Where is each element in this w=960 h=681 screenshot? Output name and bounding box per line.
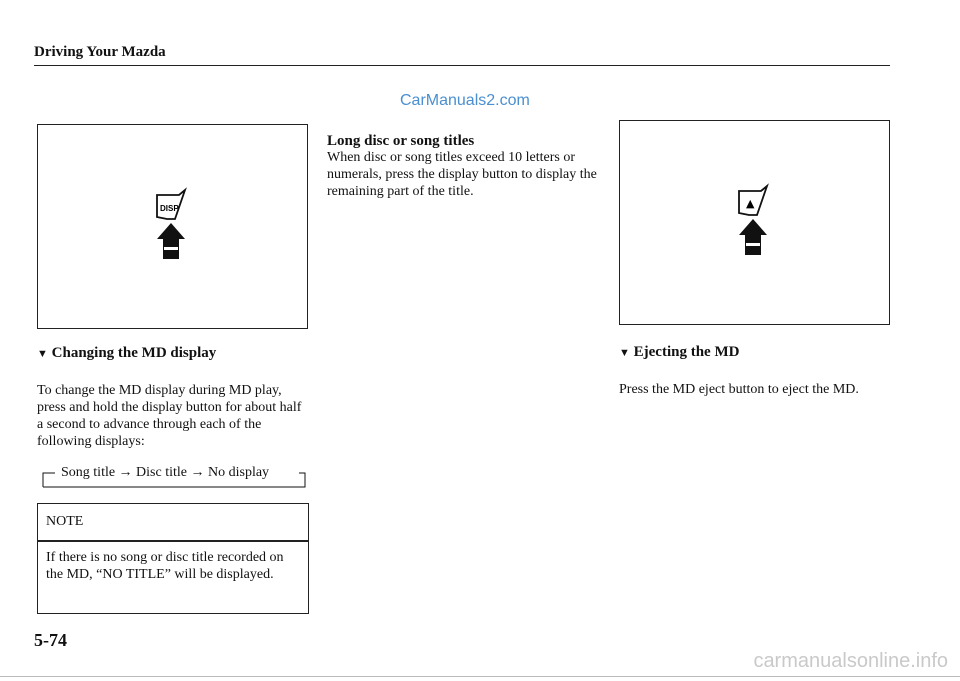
- footer-site-watermark[interactable]: carmanualsonline.info: [753, 650, 948, 672]
- eject-label: ▲: [745, 196, 754, 210]
- changing-md-display-text: To change the MD display during MD play, press and hold the display button for about half a second to advance through each of the following displays:: [37, 383, 302, 449]
- changing-md-display-heading: [37, 345, 216, 362]
- footer-divider: [0, 676, 960, 677]
- note-text: If there is no song or disc title recorded on the MD, “NO TITLE” will be displayed.: [46, 550, 284, 582]
- page-number: 5-74: [34, 630, 67, 650]
- heading-text: Changing the MD display: [51, 345, 217, 361]
- note-box: [37, 503, 309, 614]
- display-cycle-text: Song title → Disc title → No display: [61, 465, 270, 480]
- section-title: Driving Your Mazda: [34, 44, 166, 60]
- eject-button-icon: [733, 183, 777, 263]
- triangle-down-icon: ▼: [37, 348, 48, 360]
- heading-text: Ejecting the MD: [633, 344, 740, 360]
- disp-button-figure: [37, 124, 308, 329]
- long-titles-heading: Long disc or song titles: [327, 133, 475, 149]
- disp-label: DISP: [159, 203, 179, 213]
- finger-press-icon: [157, 223, 185, 259]
- finger-press-icon: [739, 219, 767, 255]
- ejecting-md-text: Press the MD eject button to eject the MD.: [619, 382, 859, 397]
- note-divider: [38, 540, 308, 542]
- display-cycle-diagram: [37, 465, 309, 490]
- watermark[interactable]: CarManuals2.com: [400, 92, 530, 109]
- header-divider: [34, 65, 890, 66]
- long-titles-text: When disc or song titles exceed 10 letters or numerals, press the display button to display the remaining part of the title.: [327, 150, 597, 199]
- eject-button-figure: [619, 120, 890, 325]
- disp-button-icon: [151, 187, 195, 267]
- triangle-down-icon: ▼: [619, 347, 630, 359]
- note-title: NOTE: [46, 514, 84, 529]
- ejecting-md-heading: [619, 344, 739, 361]
